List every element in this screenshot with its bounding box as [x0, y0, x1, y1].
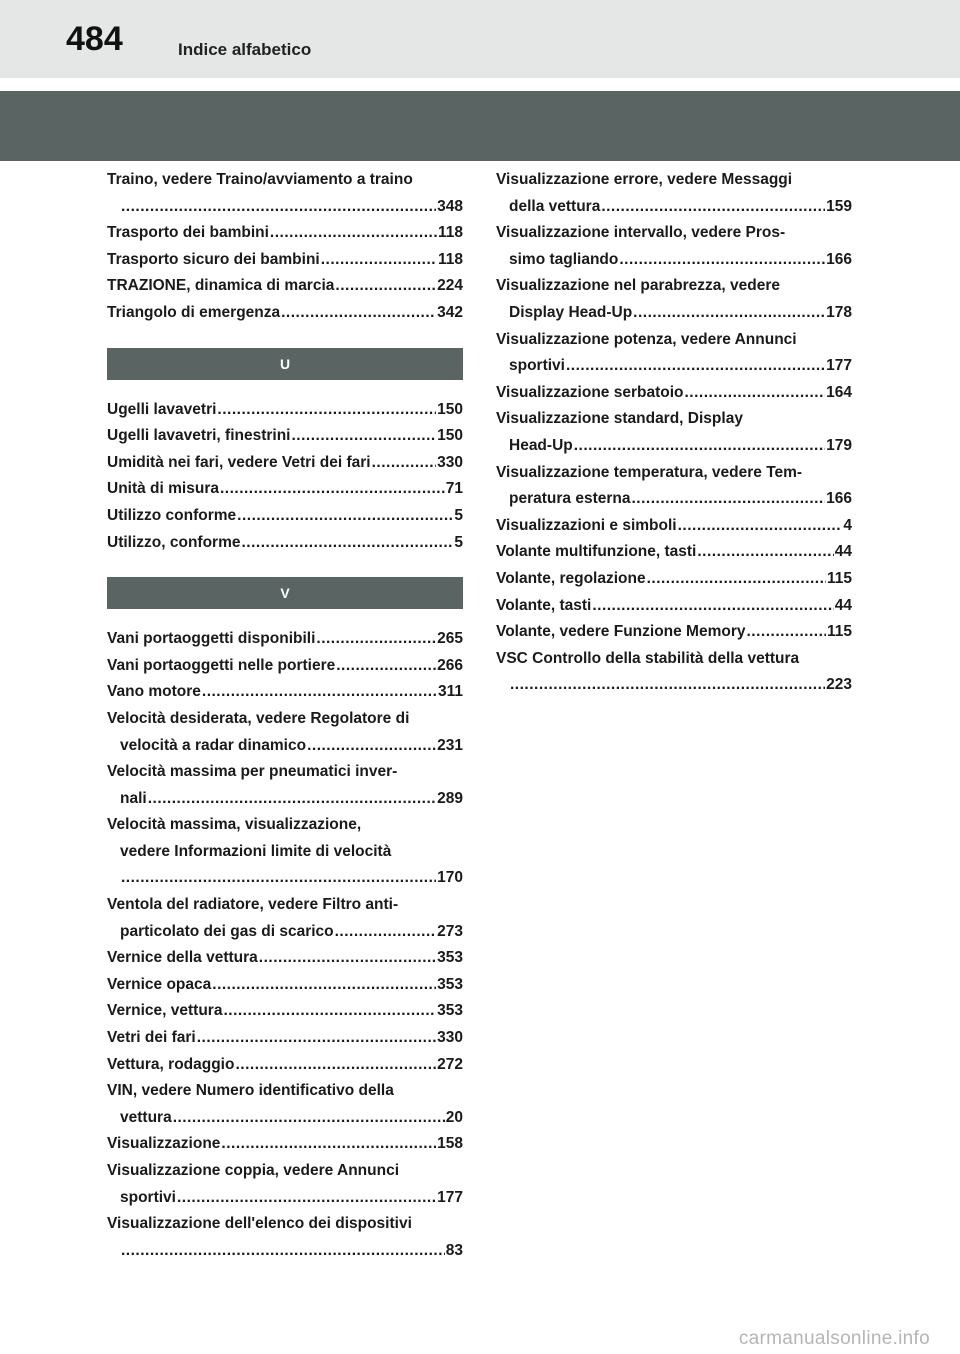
index-entry-text: Traino, vedere Traino/avviamento a traino	[107, 171, 413, 188]
index-entry	[107, 476, 463, 503]
index-entry	[107, 1131, 463, 1158]
dot-leader	[510, 672, 825, 699]
index-entry	[107, 247, 463, 274]
index-entry-text: sportivi	[509, 357, 565, 375]
index-entry-text: vettura	[120, 1108, 172, 1126]
index-entry-text: Display Head-Up	[509, 303, 633, 321]
index-entry-page: 177	[437, 1188, 463, 1206]
index-column-left	[107, 167, 463, 1264]
index-entry-page: 311	[437, 683, 463, 701]
index-entry-text: Unità di misura	[107, 480, 219, 498]
index-entry-text: Volante, vedere Funzione Memory	[496, 623, 746, 641]
header-band	[0, 91, 960, 161]
dot-leader	[601, 194, 825, 221]
index-entry-text: simo tagliando	[509, 250, 619, 268]
index-entry-page: 71	[445, 480, 463, 498]
index-entry-page: 115	[826, 569, 852, 587]
index-entry-text: Visualizzazione intervallo, vedere Pros-	[496, 224, 786, 242]
index-entry-page: 353	[437, 1002, 463, 1020]
dot-leader	[574, 433, 825, 460]
index-entry	[107, 839, 463, 866]
dot-leader	[212, 972, 436, 999]
index-entry	[496, 167, 852, 194]
index-entry-page: 353	[437, 949, 463, 967]
index-entry	[107, 300, 463, 327]
index-entry-page: 118	[437, 250, 463, 268]
index-entry	[496, 380, 852, 407]
index-entry-page: 44	[834, 543, 852, 561]
index-entry-text: Visualizzazione potenza, vedere Annunci	[496, 330, 797, 348]
index-entry	[107, 1078, 463, 1105]
index-entry-text: Visualizzazione dell'elenco dei dispositivi	[107, 1215, 412, 1233]
index-entry-page: 231	[437, 736, 463, 754]
index-entry	[496, 566, 852, 593]
index-entry	[107, 653, 463, 680]
dot-leader	[217, 397, 436, 424]
index-entry-page: 289	[437, 789, 463, 807]
index-entry	[107, 1238, 463, 1265]
dot-leader	[202, 679, 437, 706]
dot-leader	[291, 423, 436, 450]
index-entry-text: Vernice della vettura	[107, 949, 258, 967]
index-entry-page: 273	[437, 922, 463, 940]
index-group-v-continued	[496, 167, 852, 699]
index-entry-text: Ugelli lavavetri	[107, 400, 217, 418]
dot-leader	[335, 919, 437, 946]
index-entry-text: nali	[120, 789, 147, 807]
index-entry	[496, 593, 852, 620]
index-entry-page: 330	[437, 1029, 463, 1047]
index-entry	[107, 892, 463, 919]
index-entry	[107, 706, 463, 733]
index-entry-page: 223	[826, 676, 852, 694]
index-entry-page: 150	[437, 400, 463, 418]
index-entry-page: 265	[437, 630, 463, 648]
index-entry-page: 158	[437, 1135, 463, 1153]
dot-leader	[121, 1238, 445, 1265]
index-entry-page: 150	[437, 427, 463, 445]
index-entry-page: 5	[454, 533, 463, 551]
dot-leader	[148, 786, 436, 813]
dot-leader	[121, 194, 436, 221]
index-entry	[107, 998, 463, 1025]
dot-leader	[259, 945, 436, 972]
dot-leader	[631, 486, 825, 513]
index-entry-page: 164	[826, 383, 852, 401]
index-entry-page: 353	[437, 975, 463, 993]
index-entry-page: 166	[826, 490, 852, 508]
index-entry-text: VIN, vedere Numero identificativo della	[107, 1082, 394, 1100]
index-entry	[107, 220, 463, 247]
index-entry-text: velocità a radar dinamico	[120, 736, 307, 754]
dot-leader	[223, 998, 436, 1025]
dot-leader	[372, 450, 437, 477]
dot-leader	[747, 619, 826, 646]
index-entry	[496, 486, 852, 513]
index-column-right	[496, 167, 852, 699]
dot-leader	[173, 1105, 445, 1132]
index-entry	[496, 220, 852, 247]
page-number: 484	[66, 20, 123, 58]
index-entry	[107, 1105, 463, 1132]
index-entry	[107, 1025, 463, 1052]
index-entry-text: Triangolo di emergenza	[107, 303, 281, 321]
index-group-t	[107, 167, 463, 327]
index-entry-text: Volante, regolazione	[496, 569, 646, 587]
index-entry-text: Vani portaoggetti nelle portiere	[107, 656, 336, 674]
index-entry	[496, 433, 852, 460]
dot-leader	[566, 353, 825, 380]
index-entry	[496, 353, 852, 380]
index-entry-text: sportivi	[120, 1188, 176, 1206]
letter-bar-v: V	[107, 577, 463, 609]
index-entry-page: 115	[826, 623, 852, 641]
index-entry-page: 177	[826, 357, 852, 375]
index-entry-page: 83	[445, 1241, 463, 1259]
index-entry	[107, 530, 463, 557]
index-entry	[107, 733, 463, 760]
dot-leader	[321, 247, 437, 274]
index-entry-page: 5	[454, 506, 463, 524]
dot-leader	[316, 626, 436, 653]
dot-leader	[619, 247, 825, 274]
index-entry-text: Visualizzazione coppia, vedere Annunci	[107, 1162, 399, 1179]
index-entry	[107, 194, 463, 221]
index-entry	[107, 450, 463, 477]
index-entry	[107, 397, 463, 424]
dot-leader	[121, 865, 436, 892]
index-entry-text: Vernice opaca	[107, 975, 212, 993]
section-title: Indice alfabetico	[178, 40, 312, 59]
index-entry	[107, 972, 463, 999]
index-entry	[496, 273, 852, 300]
index-entry-text: Visualizzazioni e simboli	[496, 516, 677, 534]
index-entry-text: Visualizzazione serbatoio	[496, 383, 684, 401]
dot-leader	[220, 476, 445, 503]
index-entry	[107, 865, 463, 892]
dot-leader	[221, 1131, 436, 1158]
index-entry-text: della vettura	[509, 197, 601, 215]
index-entry-page: 272	[437, 1055, 463, 1073]
letter-bar-u: U	[107, 348, 463, 380]
index-entry-page: 330	[437, 453, 463, 471]
index-entry-text: Ventola del radiatore, vedere Filtro anti-	[107, 896, 399, 914]
index-entry	[107, 812, 463, 839]
dot-leader	[235, 1052, 436, 1079]
index-entry	[107, 945, 463, 972]
index-entry	[496, 513, 852, 540]
index-entry-page: 224	[437, 277, 463, 295]
index-entry-text: Umidità nei fari, vedere Vetri dei fari	[107, 453, 371, 471]
index-entry	[107, 503, 463, 530]
index-entry-text: Vano motore	[107, 683, 201, 701]
index-entry-page: 20	[445, 1108, 463, 1126]
index-entry	[107, 167, 463, 194]
index-entry-text: particolato dei gas di scarico	[120, 922, 334, 940]
index-entry-text: Vernice, vettura	[107, 1002, 223, 1020]
index-entry-page: 170	[437, 869, 463, 887]
dot-leader	[592, 593, 833, 620]
index-entry	[496, 539, 852, 566]
index-group-u	[107, 397, 463, 557]
index-entry	[496, 247, 852, 274]
dot-leader	[281, 300, 436, 327]
index-entry-page: 159	[826, 197, 852, 215]
index-entry-text: Velocità massima, visualizzazione,	[107, 816, 362, 834]
index-entry	[107, 679, 463, 706]
index-entry-page: 342	[437, 303, 463, 321]
index-entry	[496, 194, 852, 221]
dot-leader	[270, 220, 437, 247]
index-entry	[107, 273, 463, 300]
index-entry-text: Visualizzazione temperatura, vedere Tem-	[496, 463, 803, 481]
index-entry-text: Velocità massima per pneumatici inver-	[107, 763, 398, 781]
dot-leader	[237, 503, 453, 530]
index-entry-page: 44	[834, 596, 852, 614]
index-entry-text: Velocità desiderata, vedere Regolatore di	[107, 709, 410, 727]
index-entry	[107, 423, 463, 450]
index-entry-text: Trasporto sicuro dei bambini	[107, 250, 320, 268]
index-entry-page: 178	[826, 303, 852, 321]
dot-leader	[177, 1185, 436, 1212]
index-entry	[496, 619, 852, 646]
index-entry	[107, 626, 463, 653]
index-entry-text: TRAZIONE, dinamica di marcia	[107, 277, 335, 295]
index-entry-text: Vettura, rodaggio	[107, 1055, 235, 1073]
index-entry	[107, 759, 463, 786]
dot-leader	[678, 513, 843, 540]
index-entry	[496, 460, 852, 487]
dot-leader	[336, 653, 436, 680]
index-entry-text: VSC Controllo della stabilità della vettura	[496, 649, 800, 667]
index-entry-text: Head-Up	[509, 436, 573, 454]
index-entry	[107, 1158, 463, 1185]
index-entry-text: Utilizzo, conforme	[107, 533, 241, 551]
index-entry-text: Ugelli lavavetri, finestrini	[107, 427, 291, 445]
dot-leader	[307, 733, 436, 760]
index-entry	[107, 786, 463, 813]
index-entry	[496, 300, 852, 327]
index-entry	[107, 1211, 463, 1238]
index-entry-page: 266	[437, 656, 463, 674]
dot-leader	[335, 273, 436, 300]
dot-leader	[197, 1025, 436, 1052]
dot-leader	[241, 530, 453, 557]
index-entry-page: 166	[826, 250, 852, 268]
index-entry-text: Trasporto dei bambini	[107, 224, 269, 242]
index-entry	[107, 919, 463, 946]
header-bar	[0, 0, 960, 78]
index-entry-page: 118	[437, 224, 463, 242]
index-entry-text: Visualizzazione	[107, 1135, 221, 1153]
index-entry-text: Visualizzazione errore, vedere Messaggi	[496, 171, 793, 188]
watermark-logo: carmanualsonline.info	[738, 1328, 930, 1349]
index-entry	[496, 672, 852, 699]
index-entry	[496, 646, 852, 673]
index-entry-text: peratura esterna	[509, 490, 631, 508]
index-entry-page: 4	[843, 516, 852, 534]
index-entry-text: Visualizzazione standard, Display	[496, 410, 743, 428]
dot-leader	[633, 300, 825, 327]
dot-leader	[647, 566, 826, 593]
dot-leader	[697, 539, 833, 566]
index-entry	[496, 406, 852, 433]
index-entry-page: 348	[437, 197, 463, 215]
index-entry-text: Vetri dei fari	[107, 1029, 196, 1047]
index-entry	[107, 1052, 463, 1079]
index-entry-text: Utilizzo conforme	[107, 506, 237, 524]
index-entry	[107, 1185, 463, 1212]
index-entry-text: vedere Informazioni limite di velocità	[120, 842, 392, 860]
index-entry-text: Volante, tasti	[496, 596, 592, 614]
index-entry	[496, 327, 852, 354]
index-entry-text: Volante multifunzione, tasti	[496, 543, 697, 561]
index-entry-text: Visualizzazione nel parabrezza, vedere	[496, 277, 781, 295]
index-entry-page: 179	[826, 436, 852, 454]
index-group-v	[107, 626, 463, 1264]
index-entry-text: Vani portaoggetti disponibili	[107, 630, 316, 648]
dot-leader	[685, 380, 826, 407]
